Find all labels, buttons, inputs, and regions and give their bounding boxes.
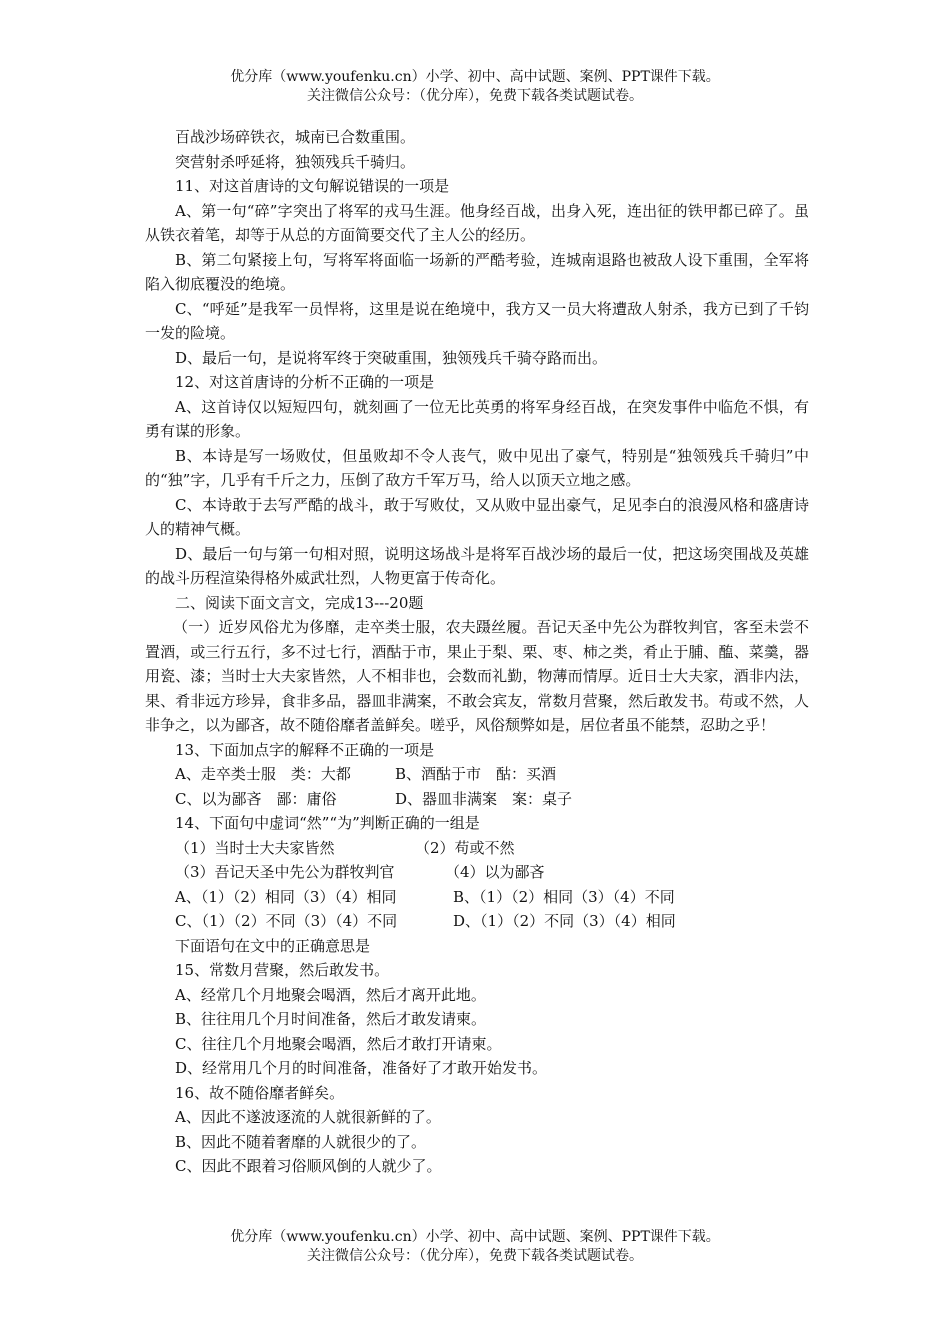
question-14-sentences-row-1 xyxy=(145,836,809,861)
question-16-option-a: A、因此不遂波逐流的人就很新鲜的了。 xyxy=(175,1108,441,1126)
question-11-stem: 11、对这首唐诗的文句解说错误的一项是 xyxy=(175,177,450,195)
classical-passage: （一）近岁风俗尤为侈靡，走卒类士服，农夫蹑丝履。吾记天圣中先公为群牧判官，客至未尝不置酒，或三行五行，多不过七行，酒酤于市，果止于梨、栗、枣、柿之类，肴止于脯、醢、菜羹，器用瓷、漆；当时士大夫家皆然，人不相非也，会数而礼勤，物薄而情厚。近日士大夫家，酒非内法，果、肴非远方珍异，食非多品，器皿非满案，不敢会宾友，常数月营聚，然后敢发书。苟或不然，人非争之，以为鄙吝，故不随俗靡者盖鲜矣。嗟乎，风俗颓弊如是，居位者虽不能禁，忍助之乎！ xyxy=(145,618,809,734)
question-15-option-a: A、经常几个月地聚会喝酒，然后才离开此地。 xyxy=(175,985,486,1004)
question-15-stem: 15、常数月营聚，然后敢发书。 xyxy=(175,961,390,979)
question-13-stem: 13、下面加点字的解释不正确的一项是 xyxy=(175,740,435,759)
question-14-options-row-2 xyxy=(145,909,809,934)
question-15-option-b: B、往往用几个月时间准备，然后才敢发请柬。 xyxy=(175,1010,487,1028)
question-12-option-a: A、这首诗仅以短短四句，就刻画了一位无比英勇的将军身经百战，在突发事件中临危不惧，有勇有谋的形象。 xyxy=(145,397,809,440)
question-14-option-d: D、（1）（2）不同（3）（4）相同 xyxy=(453,912,676,930)
question-14-option-c: C、（1）（2）不同（3）（4）不同 xyxy=(175,912,398,930)
header-line-2: 关注微信公众号：（优分库），免费下载各类试题试卷。 xyxy=(307,88,643,104)
question-14-sentence-4: （4）以为鄙吝 xyxy=(445,863,545,881)
question-15-option-d: D、经常用几个月的时间准备，准备好了才敢开始发书。 xyxy=(175,1059,548,1077)
question-11-option-b: B、第二句紧接上句，写将军将面临一场新的严酷考验，连城南退路也被敌人设下重围，全军将陷入彻底覆没的绝境。 xyxy=(145,250,809,293)
section-2-title: 二、阅读下面文言文，完成13---20题 xyxy=(175,593,424,612)
question-13-option-a: A、走卒类士服 类：大都 xyxy=(175,765,351,783)
question-14-stem: 14、下面句中虚词“然”“为”判断正确的一组是 xyxy=(175,814,480,832)
question-13-option-b: B、酒酤于市 酤：买酒 xyxy=(395,765,557,783)
question-14-sentence-3: （3）吾记天圣中先公为群牧判官 xyxy=(175,863,395,881)
question-16-stem: 16、故不随俗靡者鲜矣。 xyxy=(175,1083,345,1102)
question-14-sentences-row-2 xyxy=(145,860,809,885)
page-header xyxy=(0,68,950,106)
question-13-options-row-2 xyxy=(145,787,809,812)
poem-line-1: 百战沙场碎铁衣，城南已合数重围。 xyxy=(175,128,416,146)
question-12-option-b: B、本诗是写一场败仗，但虽败却不令人丧气，败中见出了豪气，特别是“独领残兵千骑归”中的“独”字，几乎有千斤之力，压倒了敌方千军万马，给人以顶天立地之感。 xyxy=(145,446,809,489)
question-11-option-a: A、第一句“碎”字突出了将军的戎马生涯。他身经百战，出身入死，连出征的铁甲都已碎了。虽从铁衣着笔，却等于从总的方面简要交代了主人公的经历。 xyxy=(145,201,809,244)
question-14-option-b: B、（1）（2）相同（3）（4）不同 xyxy=(453,887,675,906)
page-footer xyxy=(0,1228,950,1266)
footer-line-2: 关注微信公众号：（优分库），免费下载各类试题试卷。 xyxy=(307,1248,643,1264)
footer-line-1: 优分库（www.youfenku.cn）小学、初中、高中试题、案例、PPT课件下载。 xyxy=(230,1229,720,1245)
question-14-options-row-1 xyxy=(145,885,809,910)
question-14-sentence-2: （2）苟或不然 xyxy=(415,838,515,857)
poem-line-2: 突营射杀呼延将，独领残兵千骑归。 xyxy=(175,152,416,171)
question-13-option-c: C、以为鄙吝 鄙：庸俗 xyxy=(175,789,337,808)
question-16-option-b: B、因此不随着奢靡的人就很少的了。 xyxy=(175,1132,427,1151)
header-line-1: 优分库（www.youfenku.cn）小学、初中、高中试题、案例、PPT课件下载。 xyxy=(230,69,720,85)
question-14-option-a: A、（1）（2）相同（3）（4）相同 xyxy=(175,887,397,906)
question-12-option-d: D、最后一句与第一句相对照，说明这场战斗是将军百战沙场的最后一仗，把这场突围战及英雄的战斗历程渲染得格外威武壮烈，人物更富于传奇化。 xyxy=(145,544,809,587)
question-12-stem: 12、对这首唐诗的分析不正确的一项是 xyxy=(175,373,435,391)
document-body xyxy=(145,125,809,1179)
question-15-option-c: C、往往几个月地聚会喝酒，然后才敢打开请柬。 xyxy=(175,1034,502,1053)
question-16-option-c: C、因此不跟着习俗顺风倒的人就少了。 xyxy=(175,1157,442,1175)
question-15-intro: 下面语句在文中的正确意思是 xyxy=(175,936,371,955)
question-12-option-c: C、本诗敢于去写严酷的战斗，敢于写败仗，又从败中显出豪气，足见李白的浪漫风格和盛唐诗人的精神气概。 xyxy=(145,495,809,538)
question-14-sentence-1: （1）当时士大夫家皆然 xyxy=(175,838,335,857)
question-11-option-c: C、“呼延”是我军一员悍将，这里是说在绝境中，我方又一员大将遭敌人射杀，我方已到了千钧一发的险境。 xyxy=(145,299,809,342)
question-11-option-d: D、最后一句，是说将军终于突破重围，独领残兵千骑夺路而出。 xyxy=(175,348,608,367)
question-13-options-row-1 xyxy=(145,762,809,787)
question-13-option-d: D、器皿非满案 案：桌子 xyxy=(395,789,573,808)
